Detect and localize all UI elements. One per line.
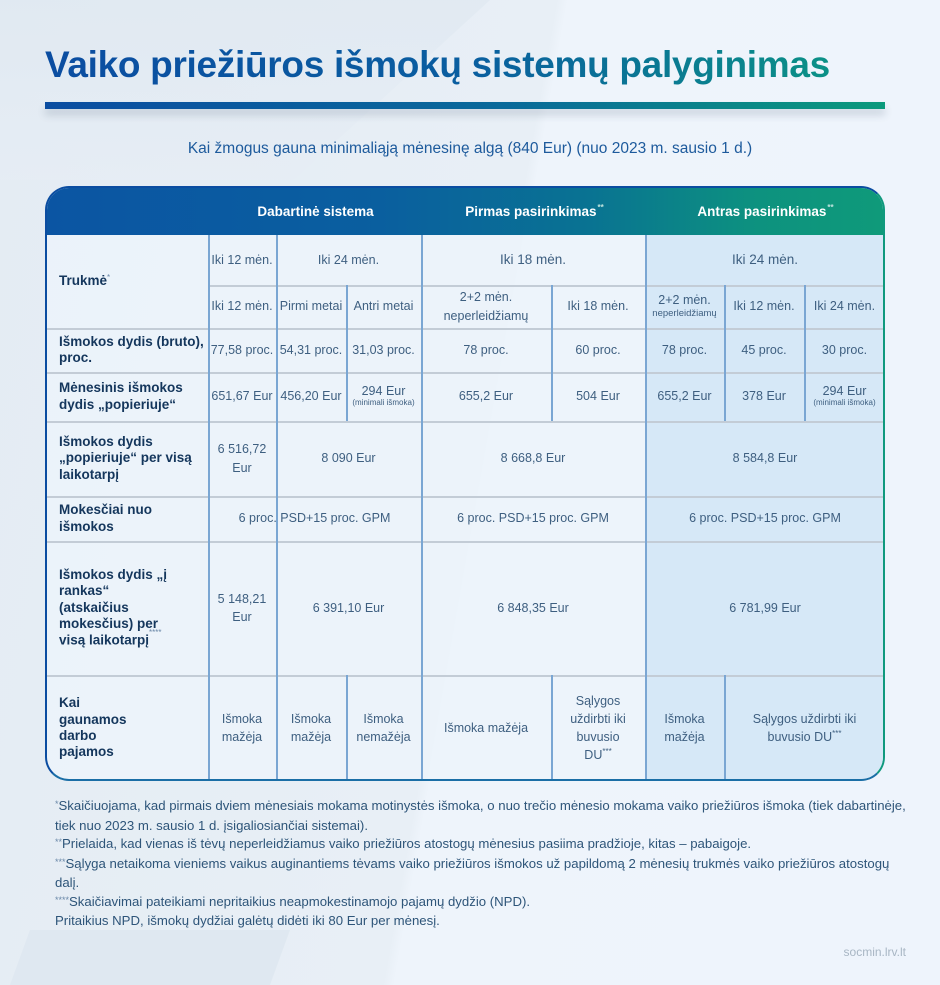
taxes-value: 6 proc. PSD+15 proc. GPM bbox=[238, 511, 391, 526]
sub-s3: Iki 24 mėn. bbox=[813, 299, 876, 314]
row-label-monthly: Mėnesinis išmokos dydis „popieriuje“ bbox=[59, 380, 183, 412]
monthly-value: 655,2 Eur bbox=[657, 389, 712, 404]
sub-c2: Pirmi metai bbox=[279, 299, 343, 314]
sub-s1: 2+2 mėn. neperleidžiamų bbox=[652, 293, 717, 320]
sub-s2: Iki 12 mėn. bbox=[733, 299, 795, 314]
gross-value: 31,03 proc. bbox=[352, 342, 415, 357]
header-second-option: Antras pasirinkimas ** bbox=[697, 203, 834, 219]
gross-value: 45 proc. bbox=[741, 342, 787, 357]
footnotes bbox=[55, 797, 915, 931]
monthly-value-min: 294 Eur (minimali išmoka) bbox=[813, 383, 876, 408]
row-label-income: Kai gaunamos darbo pajamos bbox=[59, 695, 127, 760]
row-label-gross: Išmokos dydis (bruto), proc. bbox=[59, 333, 204, 365]
income-value: Išmoka mažėja bbox=[290, 711, 332, 744]
gross-value: 77,58 proc. bbox=[210, 342, 274, 357]
total-paper-value: 8 584,8 Eur bbox=[732, 451, 798, 466]
taxes-value: 6 proc. PSD+15 proc. GPM bbox=[689, 511, 841, 526]
monthly-value: 651,67 Eur bbox=[211, 389, 273, 404]
row-label-taxes: Mokesčiai nuo išmokos bbox=[59, 502, 153, 534]
income-value: Išmoka mažėja bbox=[443, 720, 529, 735]
monthly-value: 655,2 Eur bbox=[458, 389, 514, 404]
header-first-option: Pirmas pasirinkimas ** bbox=[465, 203, 604, 219]
income-value: Sąlygos uždirbti iki buvusio DU*** bbox=[752, 711, 857, 745]
net-value: 5 148,21 Eur bbox=[217, 591, 267, 624]
gross-value: 60 proc. bbox=[575, 342, 621, 357]
comparison-table bbox=[45, 186, 885, 781]
total-paper-value: 8 668,8 Eur bbox=[500, 451, 566, 466]
net-value: 6 848,35 Eur bbox=[497, 600, 569, 615]
eu-flag-watermark bbox=[10, 930, 290, 985]
duration-second: Iki 24 mėn. bbox=[731, 252, 799, 268]
monthly-value-min: 294 Eur (minimali išmoka) bbox=[352, 383, 415, 408]
net-value: 6 781,99 Eur bbox=[729, 600, 801, 615]
total-paper-value: 6 516,72 Eur bbox=[217, 442, 267, 475]
gross-value: 78 proc. bbox=[463, 342, 509, 357]
page-title: Vaiko priežiūros išmokų sistemų palyginimas bbox=[45, 44, 895, 86]
monthly-value: 504 Eur bbox=[576, 389, 620, 404]
footnote: *Skaičiuojama, kad pirmais dviem mėnesiais mokama motinystės išmoka, o nuo trečio mėnesio mokama vaiko priežiūros išmoka (tiek dabartinėje, tiek nuo 2023 m. sausio 1 d. įsigaliosiančiai sistemai). bbox=[55, 798, 906, 833]
header-current-system: Dabartinė sistema bbox=[257, 204, 374, 219]
subtitle: Kai žmogus gauna minimaliąją mėnesinę algą (840 Eur) (nuo 2023 m. sausio 1 d.) bbox=[187, 140, 753, 157]
income-value: Išmoka mažėja bbox=[664, 711, 705, 744]
title-underline bbox=[45, 102, 885, 109]
duration-first: Iki 18 mėn. bbox=[499, 252, 567, 268]
gross-value: 78 proc. bbox=[661, 342, 708, 357]
row-label-total-paper: Išmokos dydis „popieriuje“ per visą laikotarpį bbox=[59, 433, 192, 482]
taxes-value: 6 proc. PSD+15 proc. GPM bbox=[457, 511, 609, 526]
income-value: Išmoka mažėja bbox=[221, 711, 263, 744]
footnote: ****Skaičiavimai pateikiami nepritaikius neapmokestinamojo pajamų dydžio (NPD). bbox=[55, 893, 531, 909]
footnote: Pritaikius NPD, išmokų dydžiai galėtų didėti iki 80 Eur per mėnesį. bbox=[55, 913, 440, 928]
sub-f2: Iki 18 mėn. bbox=[567, 299, 629, 314]
source-link: socmin.lrv.lt bbox=[843, 945, 906, 959]
net-value: 6 391,10 Eur bbox=[312, 600, 385, 615]
row-label-net: Išmokos dydis „į rankas“ (atskaičius mokesčius) per visą laikotarpį**** bbox=[59, 566, 168, 648]
gross-value: 30 proc. bbox=[821, 342, 868, 357]
footnote: ***Sąlyga netaikoma vieniems vaikus auginantiems tėvams vaiko priežiūros išmokos už papildomą 2 mėnesių trukmės vaiko priežiūros atostogų dalį. bbox=[55, 855, 890, 890]
income-value: Sąlygos uždirbti iki buvusio DU*** bbox=[570, 693, 626, 763]
gross-value: 54,31 proc. bbox=[279, 342, 343, 357]
duration-current-a: Iki 12 mėn. bbox=[211, 252, 273, 267]
duration-current-b: Iki 24 mėn. bbox=[317, 252, 380, 267]
sub-c3: Antri metai bbox=[353, 299, 414, 314]
monthly-value: 456,20 Eur bbox=[280, 389, 342, 404]
sub-c1: Iki 12 mėn. bbox=[211, 299, 273, 314]
table-header bbox=[47, 188, 883, 235]
total-paper-value: 8 090 Eur bbox=[321, 451, 376, 466]
row-label-duration: Trukmė * bbox=[59, 272, 111, 289]
monthly-value: 378 Eur bbox=[742, 389, 786, 404]
income-value: Išmoka nemažėja bbox=[356, 711, 411, 744]
sub-f1: 2+2 mėn. neperleidžiamų bbox=[443, 290, 529, 323]
footnote: **Prielaida, kad vienas iš tėvų neperleidžiamus vaiko priežiūros atostogų mėnesius pasiima pradžioje, kitas – pabaigoje. bbox=[55, 836, 752, 851]
